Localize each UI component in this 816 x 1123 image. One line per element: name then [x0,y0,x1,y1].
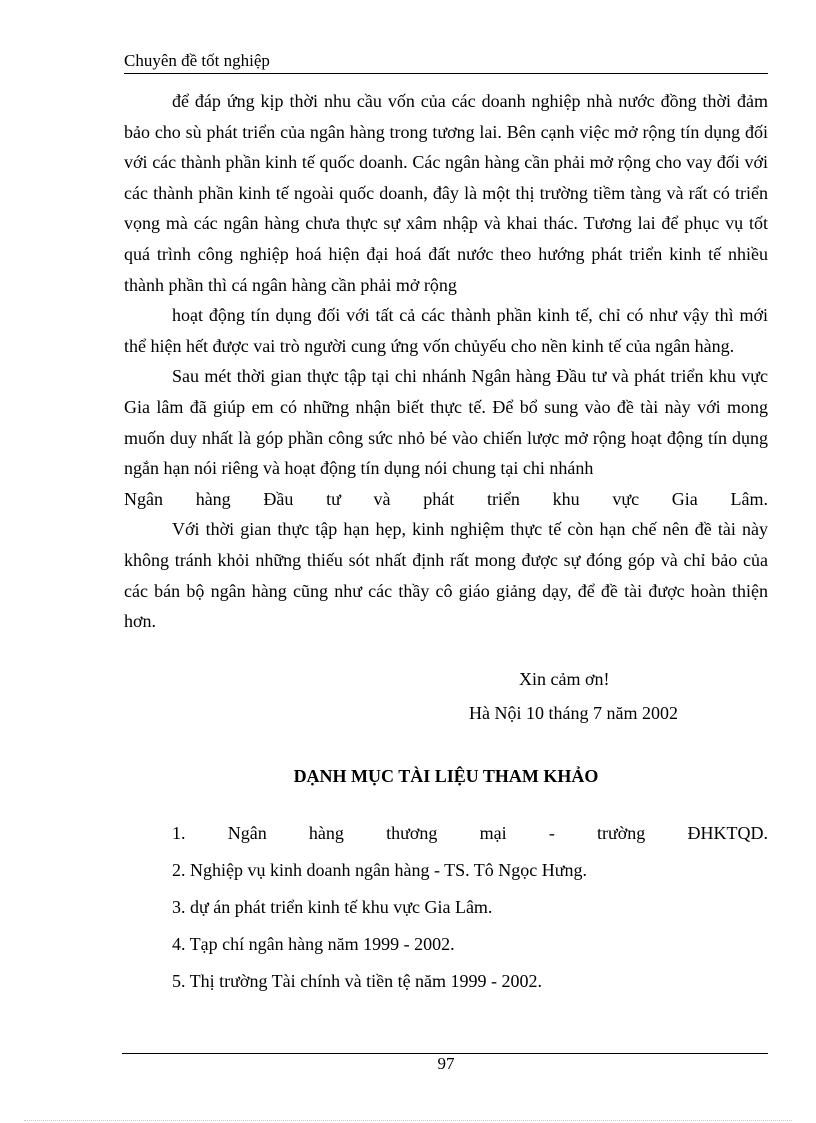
paragraph-internship: Sau mét thời gian thực tập tại chi nhánh Ngân hàng Đầu tư và phát triển khu vực Gia lâm đã giúp em có những nhận biết thực tế. Để bổ sung vào đề tài này với mong muốn duy nhất là góp phần công sức nhỏ bé vào chiến lược mở rộng hoạt động tín dụng ngắn hạn nói riêng và hoạt động tín dụng nói chung tại chi nhánh [124,366,768,479]
reference-item: 4. Tạp chí ngân hàng năm 1999 - 2002. [172,934,455,954]
paragraph-credit-activity: hoạt động tín dụng đối với tất cả các thành phần kinh tế, chỉ có như vậy thì mới thể hiện hết được vai trò người cung ứng vốn chủyếu cho nền kinh tế của ngân hàng. [124,305,768,356]
reference-item: 3. dự án phát triển kinh tế khu vực Gia Lâm. [172,897,493,917]
reference-item: 1. Ngân hàng thương mại - trường ĐHKTQD. [172,823,768,843]
paragraph-limitations: Với thời gian thực tập hạn hẹp, kinh nghiệm thực tế còn hạn chế nên đề tài này không tránh khỏi những thiếu sót nhất định rất mong được sự đóng góp và chỉ bảo của các bán bộ ngân hàng cũng như các thầy cô giáo giảng dạy, để đề tài được hoàn thiện hơn. [124,519,768,632]
paragraph-internship-last-line: Ngân hàng Đầu tư và phát triển khu vực Gia Lâm. [124,488,768,509]
references-title: DẠNH MỤC TÀI LIỆU THAM KHẢO [293,766,599,786]
page-bottom-border [24,1120,792,1121]
references-list [172,818,768,1003]
closing-thanks: Xin cảm ơn! [519,669,610,689]
page-number: 97 [437,1054,455,1073]
main-text [124,86,768,637]
closing-place-date: Hà Nội 10 tháng 7 năm 2002 [469,703,678,723]
reference-item: 5. Thị trường Tài chính và tiền tệ năm 1999 - 2002. [172,971,543,991]
paragraph-credit-expansion: để đáp ứng kịp thời nhu cầu vốn của các doanh nghiệp nhà nước đồng thời đảm bảo cho sù phát triển của ngân hàng trong tương lai. Bên cạnh việc mở rộng tín dụng đối với các thành phần kinh tế quốc doanh. Các ngân hàng cần phải mở rộng cho vay đối với các thành phần kinh tế ngoài quốc doanh, đây là một thị trường tiềm tàng và rất có triển vọng mà các ngân hàng chưa thực sự xâm nhập và khai thác. Tương lai để phục vụ tốt quá trình công nghiệp hoá hiện đại hoá đất nước theo hướng phát triển kinh tế nhiều thành phần thì cá ngân hàng cần phải mở rộng [124,91,768,295]
page-header: Chuyên đề tốt nghiệp [124,50,768,74]
reference-item: 2. Nghiệp vụ kinh doanh ngân hàng - TS. Tô Ngọc Hưng. [172,860,588,880]
